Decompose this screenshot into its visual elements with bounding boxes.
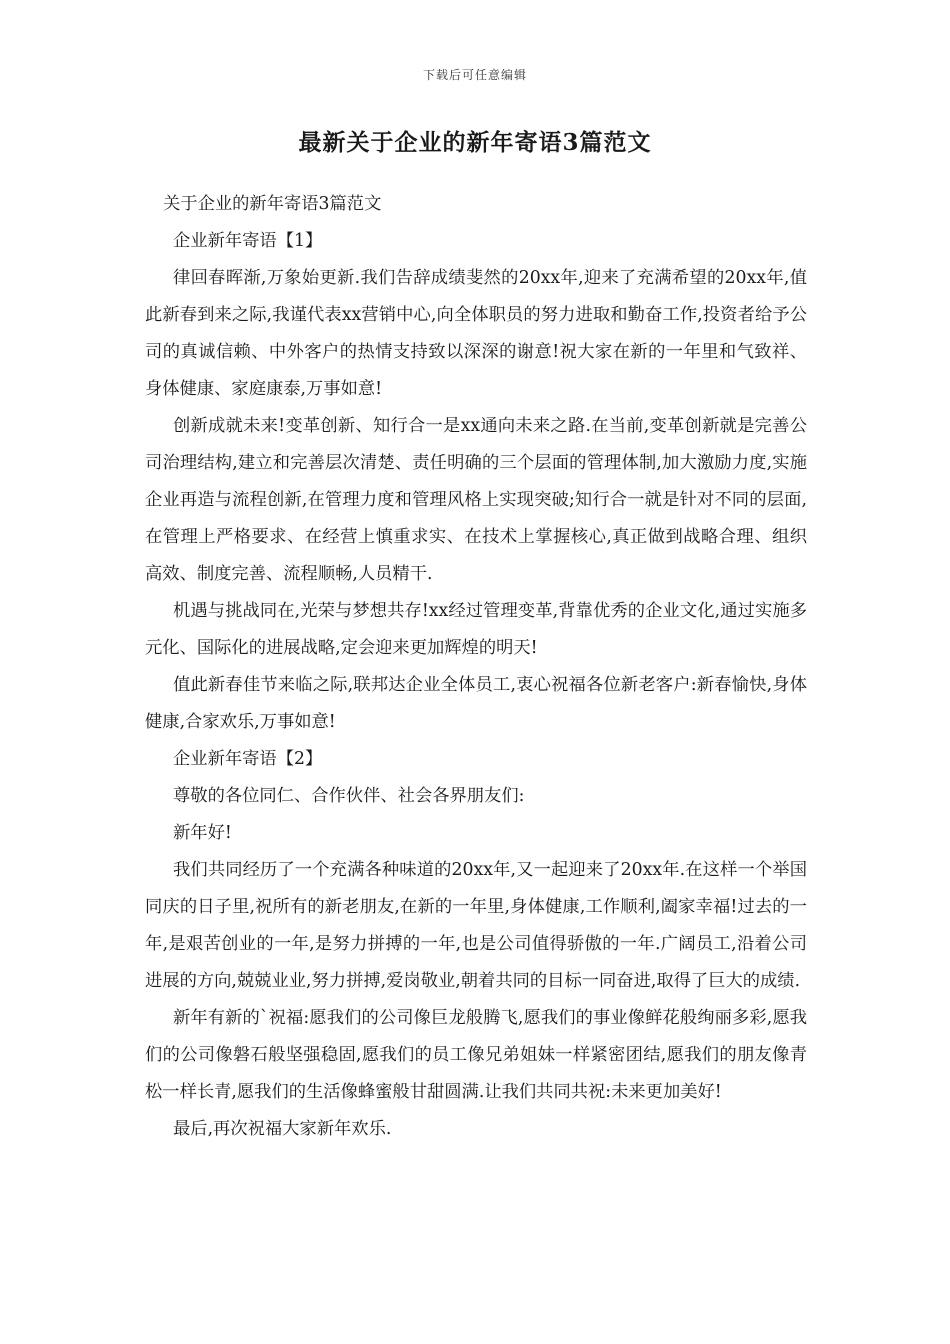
paragraph: 最后,再次祝福大家新年欢乐. [173, 1119, 392, 1139]
document-body [145, 186, 807, 1148]
paragraph: 新年有新的`祝福:愿我们的公司像巨龙般腾飞,愿我们的事业像鲜花般绚丽多彩,愿我们的公司像磐石般坚强稳固,愿我们的员工像兄弟姐妹一样紧密团结,愿我们的朋友像青松一样长青,愿我们的生活像蜂蜜般甘甜圆满.让我们共同共祝:未来更加美好! [145, 1008, 807, 1102]
section-heading-2: 企业新年寄语【2】 [173, 749, 323, 769]
paragraph: 律回春晖渐,万象始更新.我们告辞成绩斐然的20xx年,迎来了充满希望的20xx年,值此新春到来之际,我谨代表xx营销中心,向全体职员的努力进取和勤奋工作,投资者给予公司的真诚信赖、中外客户的热情支持致以深深的谢意!祝大家在新的一年里和气致祥、身体健康、家庭康泰,万事如意! [145, 268, 807, 399]
paragraph: 机遇与挑战同在,光荣与梦想共存!xx经过管理变革,背靠优秀的企业文化,通过实施多元化、国际化的进展战略,定会迎来更加辉煌的明天! [145, 601, 807, 658]
paragraph: 新年好! [173, 823, 232, 843]
paragraph: 尊敬的各位同仁、合作伙伴、社会各界朋友们: [173, 786, 525, 806]
paragraph: 创新成就未来!变革创新、知行合一是xx通向未来之路.在当前,变革创新就是完善公司治理结构,建立和完善层次清楚、责任明确的三个层面的管理体制,加大激励力度,实施企业再造与流程创新,在管理力度和管理风格上实现突破;知行合一就是针对不同的层面,在管理上严格要求、在经营上慎重求实、在技术上掌握核心,真正做到战略合理、组织高效、制度完善、流程顺畅,人员精干. [145, 416, 807, 584]
document-subtitle: 关于企业的新年寄语3篇范文 [163, 194, 382, 214]
paragraph: 我们共同经历了一个充满各种味道的20xx年,又一起迎来了20xx年.在这样一个举国同庆的日子里,祝所有的新老朋友,在新的一年里,身体健康,工作顺利,阖家幸福!过去的一年,是艰苦创业的一年,是努力拼搏的一年,也是公司值得骄傲的一年.广阔员工,沿着公司进展的方向,兢兢业业,努力拼搏,爱岗敬业,朝着共同的目标一同奋进,取得了巨大的成绩. [145, 860, 807, 991]
document-title: 最新关于企业的新年寄语3篇范文 [298, 129, 652, 156]
paragraph: 值此新春佳节来临之际,联邦达企业全体员工,衷心祝福各位新老客户:新春愉快,身体健康,合家欢乐,万事如意! [145, 675, 807, 732]
header-note: 下载后可任意编辑 [422, 68, 527, 82]
section-heading-1: 企业新年寄语【1】 [173, 231, 323, 251]
